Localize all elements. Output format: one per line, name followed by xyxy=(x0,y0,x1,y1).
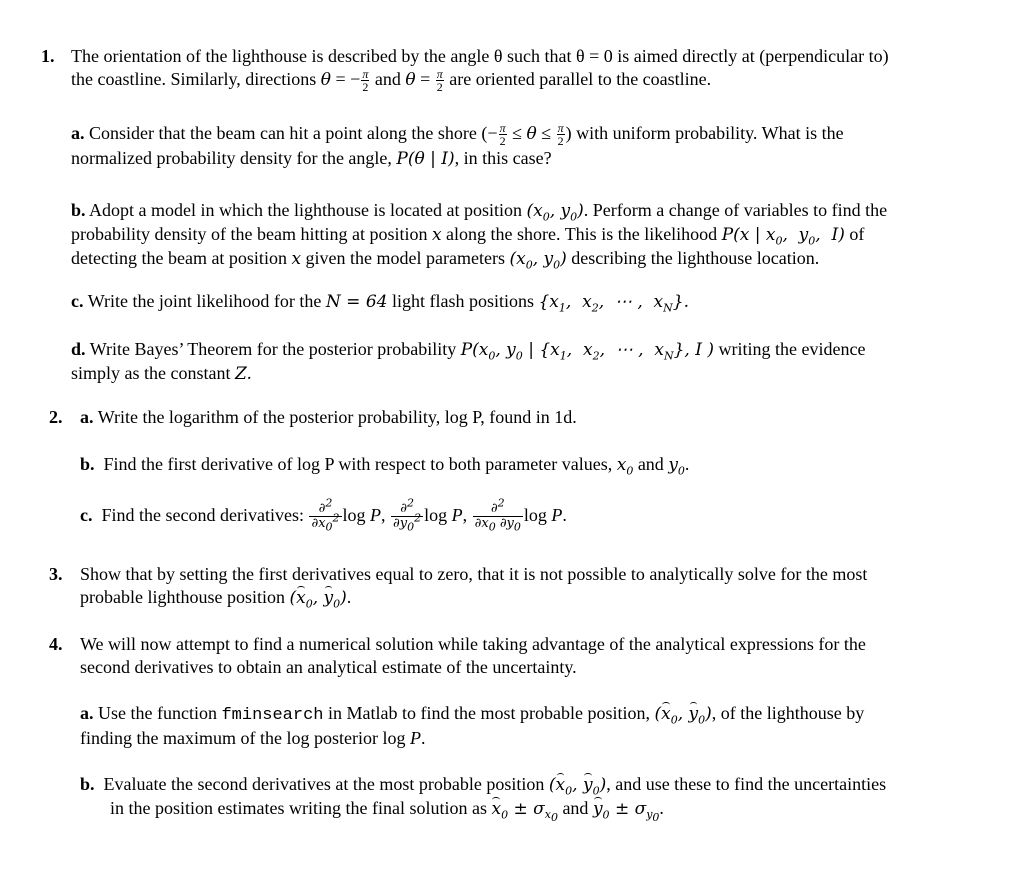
question-1a: a. Consider that the beam can hit a point along the shore (− $\frac{\pi}{2}$ ≤ θ ≤ $\frac{\pi}{2}$ ) with uniform probability. What is the normalized probability density for the angle, P(θ | I), in this case? xyxy=(71,121,844,170)
question-2-number: 2. xyxy=(49,407,63,427)
question-4b: b. Evaluate the second derivatives at the most probable position ($x_0$, $y_0$), and use these to find the uncertainties in the position estimates writing the final solution as $x_0 \pm \sigma_{x_0}$ and $y_0 \pm \sigma_{y_0}$. xyxy=(80,774,887,825)
question-1c: c. Write the joint likelihood for the N = 64 light flash positions {$x_1$, $x_2$, ⋯ , $x_N$}. xyxy=(71,291,689,315)
question-2c: c. Find the second derivatives: $\frac{\partial^2}{\partial x_0^2}$ log P, $\frac{\partial^2}{\partial y_0^2}$ log P, $\frac{\partial^2}{\partial x_0 \partial y_0}$ log P. xyxy=(80,497,567,534)
question-2a: a. Write the logarithm of the posterior probability, log P, found in 1d. xyxy=(80,407,577,427)
q1-intro-line-2: the coastline. Similarly, directions θ = − $\frac{\pi}{2}$ and θ = $\frac{\pi}{2}$ are oriented parallel to the coastline. xyxy=(71,67,712,95)
question-4a: a. Use the function fminsearch in Matlab to find the most probable position, ($x_0$, $y_0$), of the lighthouse by finding the maximum of the log posterior log P. xyxy=(80,703,865,748)
question-1-number: 1. xyxy=(41,46,55,66)
question-4-number: 4. xyxy=(49,634,63,654)
question-2b: b. Find the first derivative of log P with respect to both parameter values, $x_0$ and $y_0$. xyxy=(80,454,690,478)
q1-intro-line-1: The orientation of the lighthouse is described by the angle θ such that θ = 0 is aimed directly at (perpendicular to) xyxy=(71,46,889,66)
question-4-intro: We will now attempt to find a numerical solution while taking advantage of the analytical expressions for the second derivatives to obtain an analytical estimate of the uncertainty. xyxy=(80,634,866,677)
question-3: Show that by setting the first derivatives equal to zero, that it is not possible to analytically solve for the most probable lighthouse position ($x_0$, $y_0$). xyxy=(80,564,868,611)
question-1d: d. Write Bayes’ Theorem for the posterior probability $P(x_0$, $y_0$ | {$x_1$, $x_2$, ⋯ , $x_N$}, I ) writing the evidence simply as the constant Z. xyxy=(71,339,866,384)
question-3-number: 3. xyxy=(49,564,63,584)
fminsearch-code: fminsearch xyxy=(221,706,324,725)
question-1b: b. Adopt a model in which the lighthouse is located at position ($x_0$, $y_0$). Perform a change of variables to find the probability density of the beam hitting at position x along the shore. This is the likelihood P(x | $x_0$, $y_0$, I) of detecting the beam at position x given the model parameters ($x_0$, $y_0$) describing the lighthouse location. xyxy=(71,200,888,272)
question-1-intro xyxy=(71,45,1001,93)
